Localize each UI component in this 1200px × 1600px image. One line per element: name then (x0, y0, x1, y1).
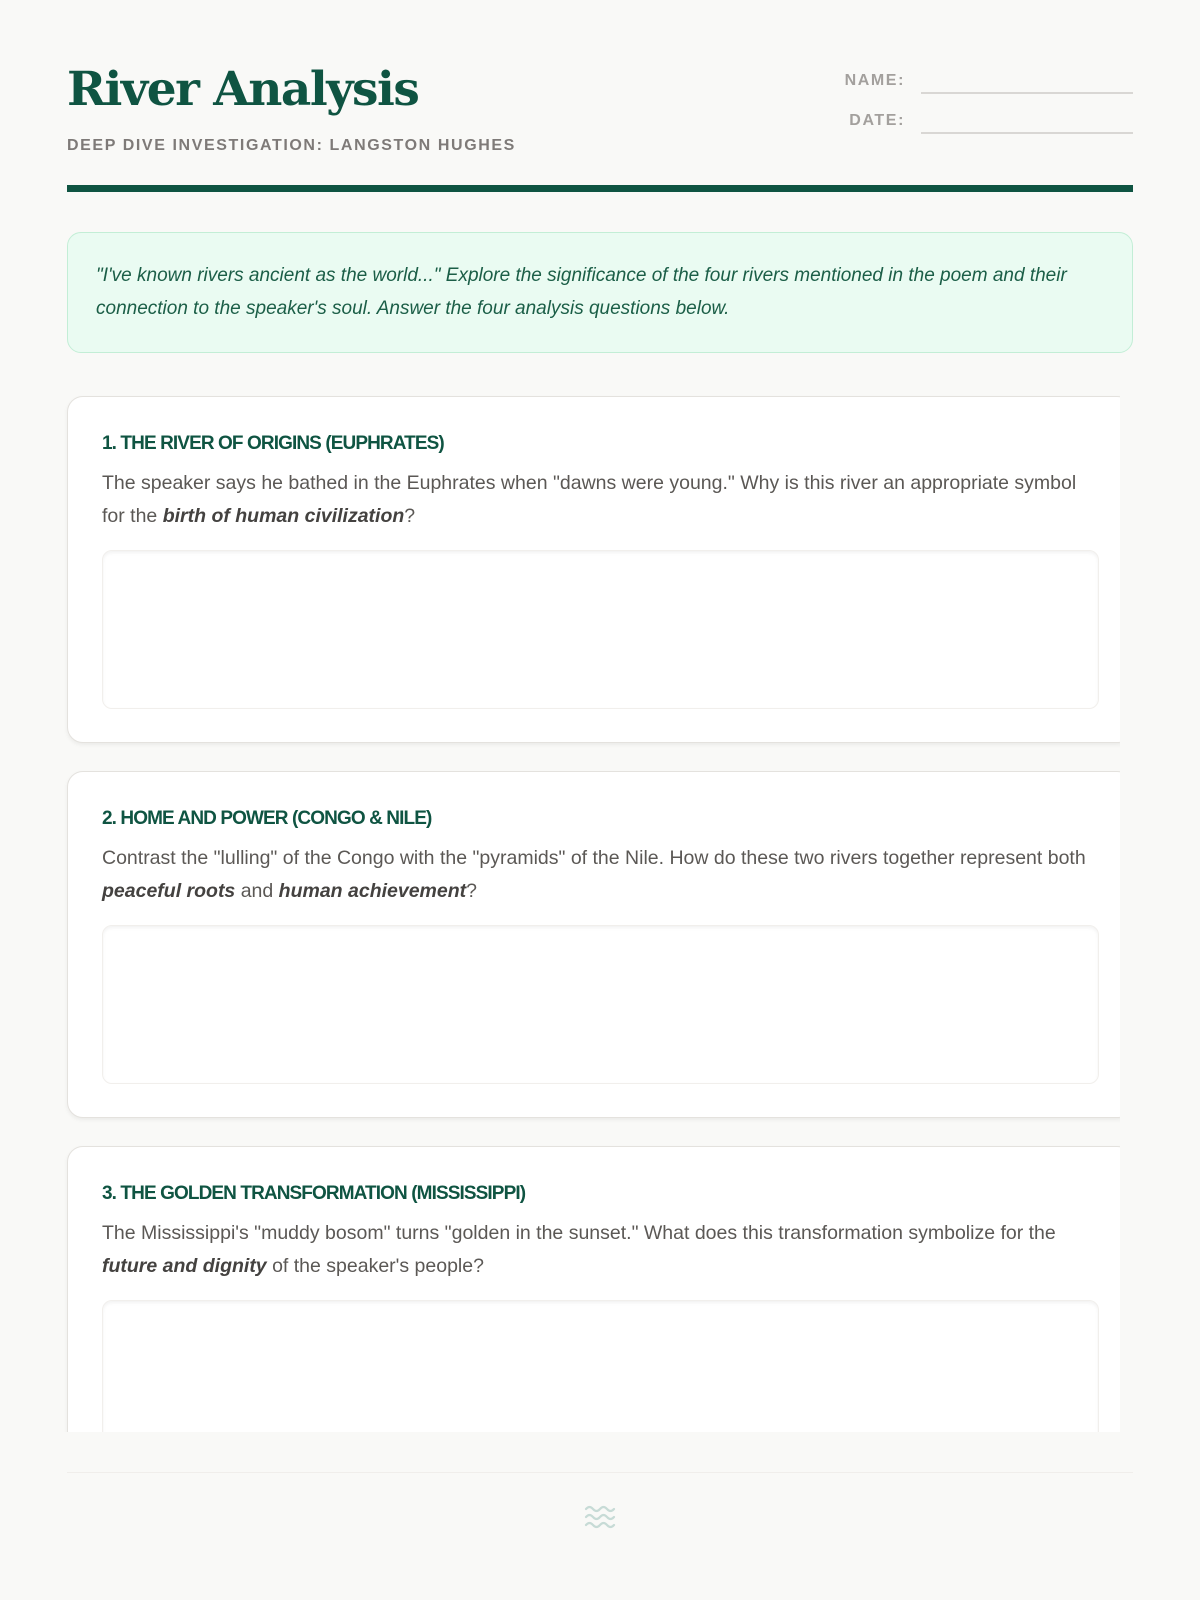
waves-icon (584, 1504, 616, 1530)
prompt-emphasis: peaceful roots (102, 880, 236, 902)
prompt-emphasis: birth of human civilization (162, 505, 405, 527)
question-prompt (102, 1217, 1102, 1283)
prompt-emphasis: human achievement (278, 880, 467, 902)
prompt-emphasis: future and dignity (102, 1255, 267, 1277)
prompt-text: ? (404, 505, 416, 527)
prompt-text: ? (466, 880, 478, 902)
question-heading: 2. HOME AND POWER (CONGO & NILE) (102, 808, 432, 829)
prompt-text: of the speaker's people? (266, 1255, 484, 1277)
answer-box[interactable] (102, 550, 1099, 709)
answer-box[interactable] (102, 1300, 1099, 1432)
date-label: DATE: (849, 112, 905, 129)
answer-box[interactable] (102, 925, 1099, 1084)
question-card-1 (67, 396, 1120, 743)
prompt-text: Contrast the "lulling" of the Congo with the "pyramids" of the Nile. How do these two rivers together represent both (102, 847, 1086, 869)
footer-divider (67, 1472, 1133, 1473)
question-card-3 (67, 1146, 1120, 1432)
name-label: NAME: (844, 72, 905, 89)
question-heading: 1. THE RIVER OF ORIGINS (EUPHRATES) (102, 433, 444, 454)
question-card-2 (67, 771, 1120, 1118)
question-heading: 3. THE GOLDEN TRANSFORMATION (MISSISSIPPI) (102, 1183, 526, 1204)
prompt-text: The speaker says he bathed in the Euphrates when "dawns were young." Why is this river an appropriate symbol for the (102, 472, 1077, 527)
intro-text: "I've known rivers ancient as the world..." Explore the significance of the four rivers mentioned in the poem and their connection to the speaker's soul. Answer the four analysis questions below. (96, 265, 1067, 319)
page-title: River Analysis (67, 62, 419, 117)
prompt-text: The Mississippi's "muddy bosom" turns "golden in the sunset." What does this transformation symbolize for the (102, 1222, 1056, 1244)
question-prompt (102, 467, 1102, 533)
question-prompt (102, 842, 1102, 908)
page-subtitle: DEEP DIVE INVESTIGATION: LANGSTON HUGHES (67, 137, 516, 154)
prompt-text: and (235, 880, 279, 902)
